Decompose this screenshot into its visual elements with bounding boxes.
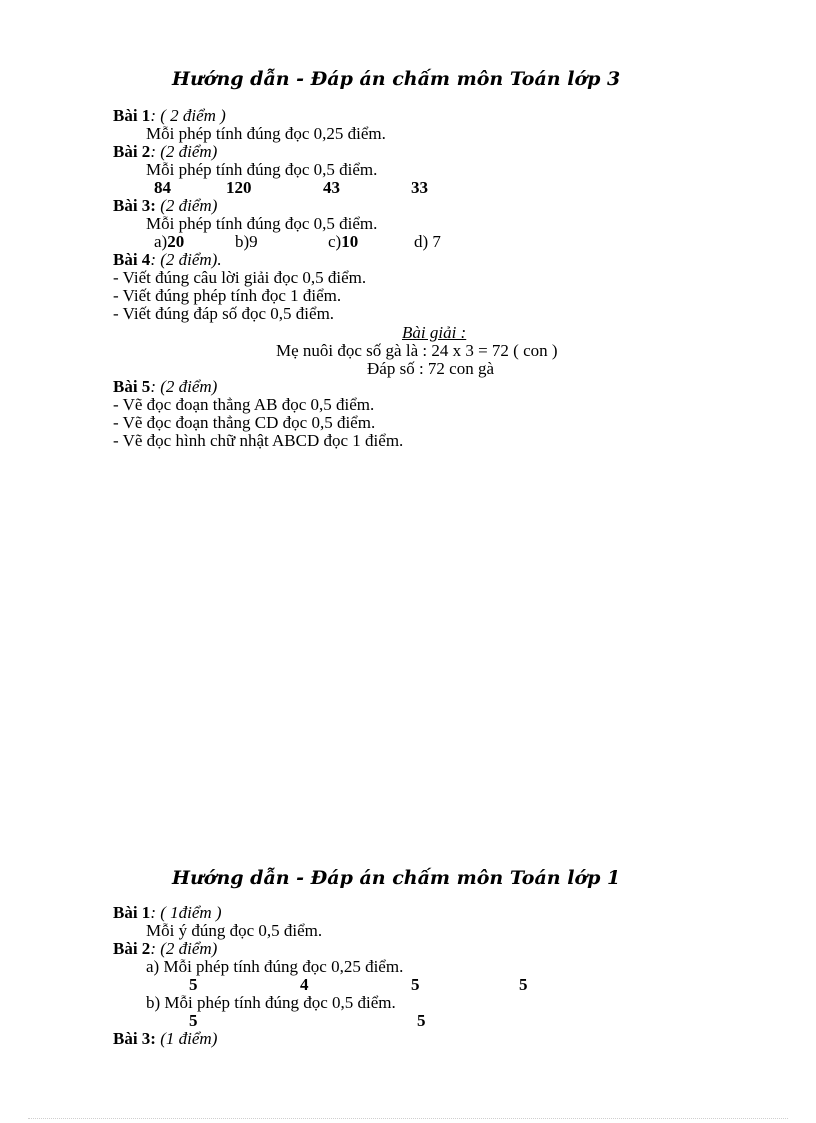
doc3-bai1-heading [113, 107, 226, 125]
doc3-solution-answer: Đáp số : 72 con gà [367, 359, 495, 378]
doc1-bai2-heading [113, 940, 217, 958]
doc1-bai3-label: Bài 3: [113, 1029, 156, 1048]
doc1-bai1-heading [113, 904, 222, 922]
doc3-bai3-label: Bài 3: [113, 196, 156, 215]
doc3-bai3-answer [154, 233, 184, 251]
doc3-bai3-answer [235, 233, 258, 251]
doc1-bai2-a-answer: 4 [300, 975, 309, 994]
doc3-bai3-answer-prefix: b) [235, 232, 250, 251]
doc3-bai5-line: - Vẽ đọc hình chữ nhật ABCD đọc 1 điểm. [113, 431, 404, 450]
doc3-bai3-answer-prefix: a) [154, 232, 168, 251]
doc3-bai4-line: - Viết đúng phép tính đọc 1 điểm. [113, 286, 342, 305]
doc3-bai4-line: - Viết đúng đáp số đọc 0,5 điểm. [113, 304, 335, 323]
doc3-bai5-heading [113, 378, 217, 396]
doc3-bai2-answer: 43 [323, 178, 340, 197]
doc3-bai5-label: Bài 5 [113, 377, 151, 396]
doc1-bai2-b-answer: 5 [189, 1011, 198, 1030]
doc3-bai5-line: - Vẽ đọc đoạn thẳng CD đọc 0,5 điểm. [113, 413, 376, 432]
doc3-bai4-heading [113, 251, 222, 269]
doc3-bai3-answer [414, 233, 441, 251]
doc1-bai2-b-rule: b) Mỗi phép tính đúng đọc 0,5 điểm. [146, 993, 396, 1012]
doc1-bai3-score: (1 điểm) [155, 1029, 218, 1048]
doc3-bai1-label: Bài 1 [113, 106, 151, 125]
doc3-bai3-answer-prefix: c) [328, 232, 342, 251]
doc3-bai2-answer: 120 [226, 178, 252, 197]
doc3-bai3-rule: Mỗi phép tính đúng đọc 0,5 điểm. [146, 214, 378, 233]
doc3-bai2-answer: 33 [411, 178, 428, 197]
doc1-bai2-a-answer: 5 [189, 975, 198, 994]
doc3-bai2-label: Bài 2 [113, 142, 151, 161]
doc3-bai1-score: : ( 2 điểm ) [150, 106, 226, 125]
doc3-bai2-rule: Mỗi phép tính đúng đọc 0,5 điểm. [146, 160, 378, 179]
doc1-title: Hướng dẫn - Đáp án chấm môn Toán lớp 1 [172, 867, 621, 889]
doc3-bai5-score: : (2 điểm) [150, 377, 218, 396]
doc3-bai3-answer-value: 7 [432, 232, 441, 251]
doc3-bai4-line: - Viết đúng câu lời giải đọc 0,5 điểm. [113, 268, 367, 287]
doc1-bai2-a-rule: a) Mỗi phép tính đúng đọc 0,25 điểm. [146, 957, 404, 976]
doc3-bai3-answer-value: 9 [249, 232, 258, 251]
doc1-bai2-a-answer: 5 [411, 975, 420, 994]
doc3-solution-heading: Bài giải : [402, 323, 467, 342]
doc3-bai3-score: (2 điểm) [155, 196, 218, 215]
doc3-bai3-answer [328, 233, 358, 251]
doc3-solution-line: Mẹ nuôi đọc số gà là : 24 x 3 = 72 ( con ) [276, 341, 558, 360]
doc3-bai3-heading [113, 197, 217, 215]
doc3-bai4-score: : (2 điểm). [150, 250, 222, 269]
doc1-bai1-rule: Mỗi ý đúng đọc 0,5 điểm. [146, 921, 323, 940]
doc3-bai2-heading [113, 143, 217, 161]
doc3-bai4-label: Bài 4 [113, 250, 151, 269]
doc3-bai3-answer-prefix: d) [414, 232, 433, 251]
doc1-bai3-heading [113, 1030, 217, 1048]
doc1-bai1-score: : ( 1điểm ) [150, 903, 222, 922]
doc1-bai2-a-answer: 5 [519, 975, 528, 994]
doc1-bai1-label: Bài 1 [113, 903, 151, 922]
doc3-bai5-line: - Vẽ đọc đoạn thẳng AB đọc 0,5 điểm. [113, 395, 375, 414]
doc3-bai3-answer-value: 20 [167, 232, 185, 251]
doc3-bai3-answer-value: 10 [341, 232, 359, 251]
doc3-bai1-rule: Mỗi phép tính đúng đọc 0,25 điểm. [146, 124, 386, 143]
doc3-bai2-answer: 84 [154, 178, 171, 197]
page-bottom-divider [28, 1118, 788, 1119]
doc1-bai2-b-answer: 5 [417, 1011, 426, 1030]
doc3-bai2-score: : (2 điểm) [150, 142, 218, 161]
doc1-bai2-score: : (2 điểm) [150, 939, 218, 958]
doc1-bai2-label: Bài 2 [113, 939, 151, 958]
doc3-title: Hướng dẫn - Đáp án chấm môn Toán lớp 3 [172, 68, 621, 90]
